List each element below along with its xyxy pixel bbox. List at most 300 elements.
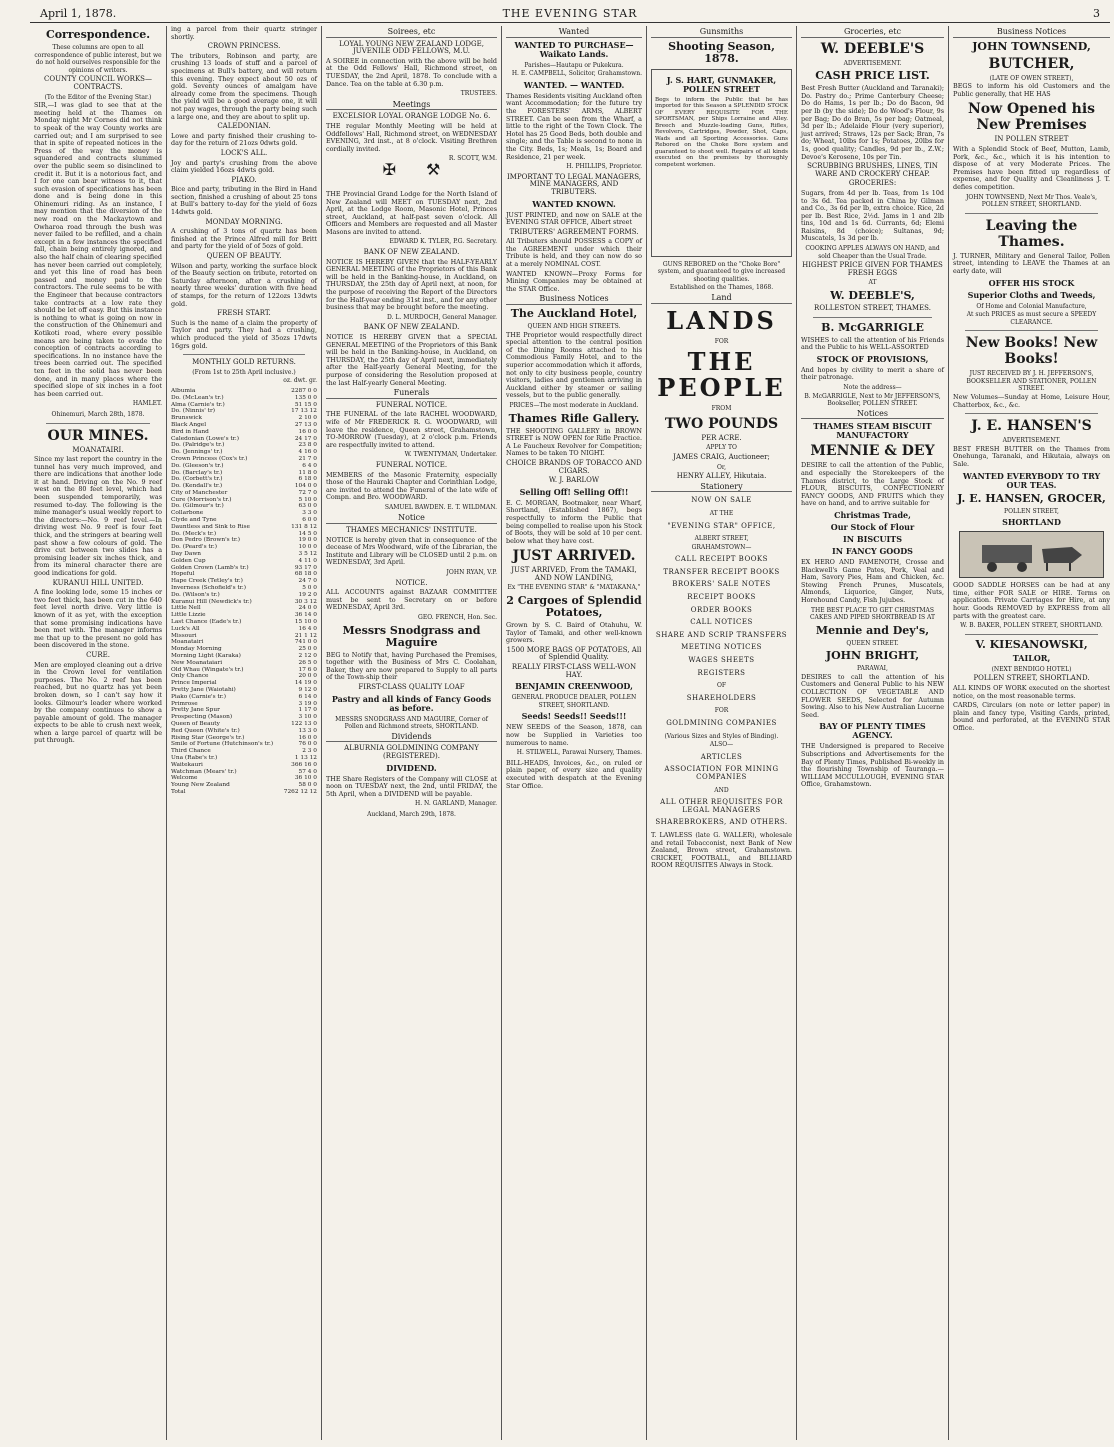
ad-tagline: WANTED EVERYBODY TO TRY OUR TEAS. [962,470,1101,490]
section-notices: Notices [801,410,944,420]
gold-yield: 72 7 0 [298,489,317,496]
gold-yield: 21 7 0 [298,455,317,462]
notice-signature: R. SCOTT, W.M. [448,155,497,163]
mine-report: A fine looking lode, some 15 inches or two feet thick, has been cut in the 640 feet level north drive. Very little is known of it as yet, with the exception that some promising indications have been met with. The manager informs me that up to the present no gold has been discovered in the stone. [34,588,162,650]
ad-signature: H. STILWELL, Parawai Nursery, Thames. [516,749,642,757]
stationery-item: TRANSFER RECEIPT BOOKS [663,567,780,576]
ad-tagline: Now Opened his New Premises [967,101,1096,134]
ad-body: DESIRES to call the attention of his Customers and General Public to his NEW COLLECTION OF VEGETABLE AND FLOWER SEEDS, Selected for Autumn Sowing. Also to his New Australian Lucerne Seed. [801,672,944,719]
section-soirees: Soirees, etc [326,28,497,38]
notice-signature: TRUSTEES. [460,90,497,98]
mine-name: Clyde and Tyne [171,517,217,524]
ad-connective: AT [868,279,877,287]
ad-signature: JOHN TOWNSEND, Next Mr Thos. Veale's, POLLEN STREET, SHORTLAND. [965,193,1097,209]
returns-row [171,422,317,429]
ad-tagline: 2 Cargoes of Splendid Potatoes, [506,594,642,620]
ad-body: WISHES to call the attention of his Friends and the Public to his WELL-ASSORTED [801,335,944,352]
ad-address: GRAHAMSTOWN— [691,543,752,551]
mine-report: Joy and party's crushing from the above claim yielded 16ozs 4dwts gold. [171,158,317,175]
mine-name: Pretty Jane Spur [171,707,220,714]
ad-heading: J. E. HANSEN'S [971,418,1092,435]
returns-row [171,456,317,463]
column-gunsmiths-land [647,26,797,1440]
ad-item: SHAREHOLDERS [686,693,757,702]
compass-icon: ✠ [382,159,397,179]
divider [965,634,1098,635]
gold-yield: 2 12 0 [298,653,317,660]
gold-returns-heading: MONTHLY GOLD RETURNS. [192,358,296,367]
issue-date: April 1, 1878. [40,7,117,20]
section-wanted: Wanted [506,28,642,38]
ad-tagline: OFFER HIS STOCK [988,277,1075,288]
mine-name: Kuranui Hill (Newdick's tr.) [171,598,252,605]
ad-address: QUEEN STREET. [846,639,899,647]
returns-row [171,408,317,415]
gold-yield: 131 8 12 [291,523,317,530]
returns-row [171,741,317,748]
ad-note: At such PRICES as must secure a SPEEDY CLEARANCE. [966,311,1097,326]
ad-body: JUST PRINTED, and now on SALE at the EVENING STAR OFFICE, Albert street [506,210,642,227]
mine-name: Una (Rabe's tr.) [171,754,218,761]
ad-item: GOLDMINING COMPANIES [666,719,777,727]
returns-row [171,653,317,660]
gold-yield: 13 3 0 [298,727,317,734]
ad-body: THE Undersigned is prepared to Receive Subscriptions and Advertisements for the Bay of Plenty Times, Published Bi-weekly in the flourishing Township of Tauranga.— WILLIAM MCCULLOUGH, EVENING STAR Office, Grahamstown. [801,742,944,789]
mine-name: Bird in Hand [171,428,209,435]
gold-yield: 24 0 0 [298,605,317,612]
mine-report: Such is the name of a claim the property of Taylor and party. They had a crushing, which produced the yield of 35ozs 17dwts 16grs gold. [171,318,317,350]
returns-row [171,714,317,721]
notice-body: THE regular Monthly Meeting will be held at Oddfellows' Hall, Richmond street, on WEDNESDAY EVENING, 3rd inst., at 8 o'clock. Visiting Brethren cordially invited. [326,121,497,153]
gold-yield: 135 0 0 [294,394,317,401]
ad-tagline: STOCK OF PROVISIONS, [816,353,929,364]
ad-signature: J. E. HANSEN, GROCER, [957,491,1106,505]
ad-connective: APPLY TO [706,444,737,452]
ad-item: SHAREBROKERS, AND OTHERS. [655,818,788,827]
notice-body: A SOIREE in connection with the above will be held at the Odd Fellows' Hall, Richmond street, on TUESDAY, the 2nd April, 1878. To conclude with a Dance. Tea on the table at 6.30 p.m. [326,56,497,88]
stationery-item: CALL NOTICES [690,618,753,627]
mine-heading: PIAKO. [231,175,257,184]
mine-name: Collarbone [171,510,204,517]
ad-heading: Seeds! Seeds!! Seeds!!! [521,711,627,722]
ad-body: BEG to Notify that, having Purchased the Premises, together with the Business of Mrs C. Coolahan, Baker, they are now prepared to Supply to all parts of the Town-ship their [326,650,497,682]
ad-tagline: Superior Cloths and Tweeds, [967,289,1096,300]
returns-row [171,612,317,619]
gold-yield: 1 13 12 [294,754,317,761]
gold-yield: 3 3 0 [302,510,317,517]
gold-yield: 6 4 0 [302,462,317,469]
mine-heading: KURANUI HILL UNITED. [52,578,144,587]
ad-body: Thames Residents visiting Auckland often want Accommodation; for the future try the FORESTERS' ARMS, ALBERT STREET. Can be seen from the Wharf, a little to the right of the Town Clock. The Hotel has 25 Good Beds, both double and single; and the Table is second to none in the City. Beds, 1s; Meals, 1s; Board and Residence, 21 per week. [506,91,642,161]
notice-heading: LOYAL YOUNG NEW ZEALAND LODGE, JUVENILE ODD FELLOWS, M.U. [339,39,484,56]
ad-subheading: ADVERTISEMENT. [843,59,902,67]
returns-row [171,585,317,592]
returns-row [171,660,317,667]
gold-yield: 7262 12 12 [283,788,317,795]
mine-name: Hape Creek (Tetley's tr.) [171,578,243,585]
mine-report: Lowe and party finished their crushing to-day for the return of 21ozs 0dwts gold. [171,131,317,148]
mine-name: Do. (Palridge's tr.) [171,442,225,449]
mine-name: Do. (Gilmour's tr.) [171,503,224,510]
ad-heading: JUST ARRIVED. [512,548,636,565]
ad-heading: V. KIESANOWSKI, [975,637,1088,651]
divider [183,354,305,355]
ad-heading: Messrs Snodgrass and Maguire [342,623,481,649]
mine-name: Do. (Corbett's tr.) [171,476,223,483]
ad-subheading: JUST ARRIVED, From the TAMAKI, AND NOW LANDING, [511,566,637,582]
returns-row [171,646,317,653]
ad-address: ROLLESTON STREET, THAMES. [814,304,931,313]
gold-yield: 19 2 0 [298,591,317,598]
section-correspondence: Correspondence. [45,28,151,41]
ad-body: THE SHOOTING GALLERY in BROWN STREET is NOW OPEN for Rifle Practice. A Le Faucheux Revolver for Competition; Names to be taken TO NIGHT. [506,426,642,458]
mine-heading: FRESH START. [217,309,271,318]
gold-yield: 2 3 0 [302,748,317,755]
paper-title: THE EVENING STAR [502,7,638,20]
ad-body: BEST FRESH BUTTER on the Thames from Onehunga, Taranaki, and Hikutaia, always on Sale. [953,444,1110,469]
stationery-list [651,556,792,664]
letter-body: SIR,—I was glad to see that at the meeting held at the Thames on Monday night Mr Cornes did not think to speak of the way County works are carried out; and I am surprised to see that in spite of repeated notices in the Press of the way the money is squandered and contracts slummed over the public seem so disinclined to credit it. But it is a notorious fact, and I for one can bear witness to it, that such evasion of specifications has been done and is being done in this Ohinemuri riding. As an instance, I may mention that the diversion of the new road on the Mackaytown and Owharoa road through the bush was never failed to be refilled, and a chain except in a few instances the specified fall, chain being entirely ignored, and also the half chain of clearing specified has never been carried out completely, and yet this line of road has been passed and money paid to the contractors. The rule seems to be with the Engineer that because contractors take contracts at a low rate they should be let off easy. But this instance is nothing to what is going on now in the construction of the Ohinemuri and Kotikoti road, where every possible means are being taken to evade the conception of contracts according to specifications. In no instance have the trees been carried out. The specified ten feet in the solid has never been done, and in many places where the specified slope of six inches in a foot has been carried out. [34,101,162,398]
ad-subheading: (NEXT BENDIGO HOTEL) [991,665,1072,673]
ad-connective: Or, [716,463,727,471]
ad-heading: WANTED. — WANTED. [523,79,625,90]
notice-signature: JOHN RYAN, V.P. [446,569,497,577]
ad-tagline: Christmas Trade, [834,509,911,520]
notice-heading: FUNERAL NOTICE. [375,400,448,409]
notice-heading: THAMES MECHANICS' INSTITUTE. [346,526,477,535]
ad-subheading: TAILOR, [1012,652,1051,663]
mine-heading: CROWN PRINCESS. [207,42,281,51]
returns-row [171,619,317,626]
ad-connective: AT THE [709,509,734,517]
notice-heading: ALBURNIA GOLDMINING COMPANY (REGISTERED). [344,744,479,760]
mine-name: Rising Star (George's tr.) [171,734,245,741]
mine-name: Don Pedro (Brown's tr.) [171,537,241,544]
ad-body: J. TURNER, Military and General Tailor, Pollen street, intending to LEAVE the Thames at an early date, will [953,251,1110,275]
ad-signature: W. B. BAKER, POLLEN STREET, SHORTLAND. [960,622,1103,630]
mine-name: Black Angel [171,421,207,428]
section-our-mines: OUR MINES. [47,427,149,444]
price-list-heading: GROCERIES: [848,179,897,188]
gold-yield: 5 10 0 [298,496,317,503]
ad-address: POLLEN STREET, [1004,507,1059,515]
gold-yield: 26 5 0 [298,659,317,666]
section-gunsmiths: Gunsmiths [651,28,792,38]
ad-connective: OF [716,682,727,690]
gold-returns-table [171,388,317,796]
ad-signature: JAMES CRAIG, Auctioneer; [673,452,770,461]
mine-heading: LOCK'S ALL. [220,148,268,157]
mine-name: Piako (Carnie's tr.) [171,693,226,700]
mine-name: Little Nell [171,605,201,612]
mine-name: Missouri [171,632,197,639]
ad-heading: W. DEEBLE'S [820,40,925,57]
gold-yield: 76 0 0 [298,741,317,748]
mine-report: Since my last report the country in the tunnel has very much improved, and there are indications that another lode it at hand. Driving on the No. 9 reef west on the 80 feet level, which had been suspended temporarily, was resumed to-day. The following is the mine manager's usual weekly report to the directors:—No. 9 reef level.—In driving west No. 9 reef is four feet thick, and the stringers at bearing well past show a few colours of gold. The drive cut between two slides has a promising leader six inches thick, and from its mineral character there are good indications for gold. [34,455,162,577]
gold-yield: 16 4 0 [298,625,317,632]
ad-tagline: IN FANCY GOODS [832,545,913,556]
ad-heading: New Books! New Books! [965,335,1098,368]
gold-yield: 10 0 0 [298,544,317,551]
gold-yield: 1 17 0 [298,707,317,714]
gold-yield: 21 1 12 [294,632,317,639]
gold-yield: 104 0 0 [294,483,317,490]
ad-body: THE Proprietor would respectfully direct special attention to the central position of the Dining Rooms attached to his Commodious Family Hotel, and to the superior accommodation which it affords, not only to city business people, country visitors, ladies and gentlemen arriving in Auckland either by steamer or sailing vessels, but to the public generally. [506,330,642,400]
returns-row [171,388,317,395]
returns-row [171,463,317,470]
mine-name: Do. (Ninnis' tr) [171,408,216,415]
gold-yield: 25 0 0 [298,646,317,653]
mine-name: Do. (Gleeson's tr.) [171,462,224,469]
gold-yield: 17 13 12 [291,408,317,415]
ad-signature: W. J. BARLOW [548,476,600,485]
correspondence-intro: These columns are open to all correspondence of public interest, but we do not hold ourselves responsible for the opinions of writers. [34,44,162,74]
ad-heading: Selling Off! Selling Off!! [519,486,629,497]
ad-signature: H. E. CAMPBELL, Solicitor, Grahamstown. [511,70,642,78]
ad-body: Begs to inform the Public that he has imported for this Season a SPLENDID STOCK OF EVERY REQUISITE FOR THE SPORTSMAN, per Ships Lorraine and Alley. Breech and Muzzle-loading Guns, Rifles, Revolvers, Cartridges, Powder, Shot, Caps, Wads and all Sporting Accessories. Guns Rebored on the Choke Bore system and guaranteed to shoot well. Repairs of all kinds executed on the premises by thoroughly competent workmen. [655,96,788,168]
ad-item: REGISTERS [697,668,746,677]
mine-name: Caledonian (Lowe's tr.) [171,435,239,442]
gold-yield: 58 0 0 [298,782,317,789]
gold-yield: 30 3 12 [294,598,317,605]
returns-row [171,721,317,728]
gold-yield: 68 18 0 [294,571,317,578]
ad-tagline: 1500 MORE BAGS OF POTATOES, All of Splendid Quality. [506,645,642,662]
gold-yield: 16 0 0 [298,734,317,741]
ad-signature: HENRY ALLEY, Hikutaia. [676,472,767,481]
mine-name: Total [171,788,186,795]
notice-heading: BANK OF NEW ZEALAND. [363,248,460,257]
mine-heading: CALEDONIAN. [217,122,271,131]
letter-signature: HAMLET. [132,400,162,408]
mine-report: Bice and party, tributing in the Bird in Hand section, finished a crushing of about 25 tons at Bull's battery to-day for the yield of 6ozs 14dwts gold. [171,185,317,217]
section-notice: Notice [326,514,497,524]
price-list: Sugars, from 4d per lb. Teas, from 1s 10d to 3s 6d. Tea packed in China by Gilman and Co., 3s 6d per lb, extra choice. Rice, 2d per lb. Best Rice, 2½d. Jams in 1 and 2lb tins, 10d and 1s 6d. Currants, 6d; Elemi Raisins, 8d (choice); Sultanas, 9d; Muscatels, 1s 3d per lb. [801,188,944,243]
ad-body: E. C. MORGAN, Bootmaker, near Wharf, Shortland, (Established 1867), begs respectfully to inform the Public that being compelled to realise upon his Stock of Boots, they will be sold at 10 per cent. below what they have cost. [506,498,642,545]
notice-date: Auckland, March 29th, 1878. [367,810,456,818]
page-number: 3 [1093,7,1100,20]
gold-yield: 6 14 0 [298,693,317,700]
ad-note: (Various Sizes and Styles of Binding). [664,732,779,740]
notice-signature: GEO. FRENCH, Hon. Sec. [418,614,497,621]
masthead [30,6,1110,23]
gold-yield: 4 16 0 [298,449,317,456]
gold-yield: 51 15 0 [294,401,317,408]
divider [965,213,1098,214]
gold-yield: 3 19 0 [298,700,317,707]
gold-yield: 63 0 0 [298,503,317,510]
column-correspondence [30,26,167,1440]
ad-heading: MENNIE & DEY [810,443,935,460]
ad-body: With a Splendid Stock of Beef, Mutton, Lamb, Pork, &c., &c., which it is his intention to dispose of at very Moderate Prices. The Premises have been fitted up regardless of expense, and for Quality and Cleanliness J. T. defies competition. [953,144,1110,191]
ad-connective: AND [714,786,729,794]
ad-tagline: IN BISCUITS [843,533,902,544]
ad-note: Note the address— [843,384,902,391]
column-groceries [797,26,949,1440]
ad-address: ALBERT STREET, [694,535,749,543]
ad-connective: ALSO— [709,741,734,749]
gunmaker-ad [651,69,792,257]
mine-heading: MOANATAIRI. [72,445,124,454]
mine-name: Pretty Jane (Waiotahi) [171,687,236,693]
divider [46,423,150,424]
ad-tagline: TRIBUTERS' AGREEMENT FORMS. [509,227,639,236]
stationery-item: MEETING NOTICES [681,643,762,652]
returns-row [171,592,317,599]
notice-signature: D. L. MURDOCH, General Manager. [387,313,497,321]
mine-name: Third Chance [171,748,211,755]
section-meetings: Meetings [326,101,497,111]
returns-row [171,762,317,769]
returns-row [171,667,317,674]
notice-body: NOTICE is hereby given that in consequence of the decease of Mrs Woodward, wife of the Librarian, the Institute and Library will be CLOSED until 2 p.m. on WEDNESDAY, 3rd April. [326,535,497,567]
column-mining-reports [167,26,322,1440]
stationery-item: RECEIPT BOOKS [687,593,756,602]
gold-yield: 3 10 0 [298,714,317,721]
gold-yield: 23 8 0 [298,442,317,449]
returns-row [171,680,317,687]
letter-date: Ohinemuri, March 28th, 1878. [51,410,145,418]
mine-name: Do. (Wilson's tr.) [171,591,220,598]
notice-body: THE FUNERAL of the late RACHEL WOODWARD, wife of Mr FREDERICK R. G. WOODWARD, will leave the residence, Queen street, Grahamstown, TO-MORROW (Tuesday), at 2 o'clock p.m. Friends are respectfully invited to attend. [326,410,497,449]
mine-name: Albumia [171,387,196,394]
mine-report: Wilson and party, working the surface block of the Beauty section on tribute, retorted on Saturday afternoon, after a crushing of nearly three weeks' duration with five head of stamps, for the return of 122ozs 13dwts gold. [171,261,317,308]
ad-signature: BENJAMIN CREENWOOD, [515,681,633,692]
gold-yield: 9 12 0 [298,687,317,693]
mine-name: Morning Light (Karaka) [171,653,241,660]
square-icon: ⚒ [426,159,441,179]
ad-body: DESIRE to call the attention of the Public, and especially the Storekeepers of the Thames district, to the Large Stock of FLOUR, BISCUITS, CONFECTIONERY FANCY GOODS, AND FRUITS which they have on hand, and to arrive suitable for [801,461,944,508]
mine-name: Queen of Beauty [171,720,220,727]
notice-heading: EXCELSIOR LOYAL ORANGE LODGE No. 6. [332,112,491,121]
ad-prices: PRICES—The most moderate in Auckland. [509,401,639,409]
returns-row [171,551,317,558]
returns-row [171,483,317,490]
ad-heading: JOHN TOWNSEND, [972,39,1091,53]
gold-yield: 3 5 12 [298,551,317,558]
returns-row [171,395,317,402]
gold-yield: 19 0 0 [298,537,317,544]
mine-name: Prospecting (Mason) [171,714,233,721]
ad-item: ASSOCIATION FOR MINING COMPANIES [664,765,779,781]
returns-row [171,673,317,680]
ad-established: Established on the Thames, 1868. [669,284,774,292]
ad-heading: Leaving the Thames. [985,217,1078,250]
ad-subheading: "EVENING STAR" OFFICE, [667,521,776,530]
ad-address: POLLEN STREET, SHORTLAND. [973,674,1090,683]
ad-address: IN POLLEN STREET [994,135,1069,144]
notice-body: NOTICE IS HEREBY GIVEN that the HALF-YEARLY GENERAL MEETING of the Proprietors of this Bank will be held in the Banking-house, in Auckland, on THURSDAY, the 25th day of April next, at noon, for the purpose of receiving the Report of the Directors for the Half-year ending 31st inst., and for any other business that may be brought before the meeting. [326,257,497,312]
column-notices [322,26,502,1440]
returns-row [171,701,317,708]
returns-row [171,503,317,510]
returns-row [171,544,317,551]
returns-row [171,769,317,776]
mine-name: Do. (Meck's tr.) [171,530,217,537]
returns-row [171,558,317,565]
notice-subheading: DIVIDEND. [386,762,437,773]
notice-heading: NOTICE. [395,578,428,587]
mine-name: Alma (Carnie's tr.) [171,401,225,408]
ad-item: ARTICLES [700,752,743,761]
mine-name: Only Chance [171,673,209,680]
letter-title: COUNTY COUNCIL WORKS—CONTRACTS. [44,75,152,91]
gold-yield: 366 16 0 [291,761,317,768]
ad-address: SHORTLAND [1002,517,1061,528]
mine-report: The tributers, Robinson and party, are crushing 13 loads of stuff and a parcel of specimens at Bull's battery, and will return this evening. They expect about 50 ozs of gold. Seventy ounces of amalgam have already come from the specimens. Though the yield will be a good average one, it will not pay wages, through the party being such a large one, and they are about to split up. [171,51,317,121]
ad-heading: BUTCHER, [988,55,1075,72]
mine-name: Primrose [171,700,198,707]
returns-row [171,626,317,633]
stationery-item: SHARE AND SCRIP TRANSFERS [655,630,788,639]
section-dividends: Dividends [326,733,497,743]
ad-subheading: PARAWAI, [857,665,888,673]
gold-yield: 24 17 0 [294,435,317,442]
ad-heading: JOHN BRIGHT, [825,649,920,663]
ad-body: NEW SEEDS of the Season, 1878, can now be Supplied in Varieties too numerous to name. [506,723,642,747]
returns-row [171,490,317,497]
gold-yield: 741 0 0 [294,639,317,646]
mine-name: Smile of Fortune (Hutchinson's tr.) [171,741,274,748]
mine-name: Day Dawn [171,551,202,558]
horse-carriage-icon [972,537,1092,573]
gold-returns-period: (From 1st to 25th April inclusive.) [192,368,296,376]
report-continuation: ing a parcel from their quartz stringer shortly. [171,26,317,41]
mine-heading: QUEEN OF BEAUTY. [206,252,282,261]
stationery-item: ORDER BOOKS [690,605,753,614]
mine-heading: MONDAY MORNING. [205,217,283,226]
mine-name: Crown Princess (Cox's tr.) [171,455,248,462]
mine-name: Do. (McLean's tr.) [171,394,224,401]
ad-body: CARDS, Circulars (on note or letter paper) in plain and fancy type, Visiting Cards, printed, bound and perforated, at the EVENING STAR Office. [953,701,1110,732]
ad-address: B. McGARRIGLE, Next to Mr JEFFERSON'S, Bookseller, POLLEN STREET. [804,392,941,408]
ad-heading: Shooting Season, 1878. [668,39,775,65]
returns-row [171,517,317,524]
ad-heading: BAY OF PLENTY TIMES AGENCY. [819,721,926,741]
ad-body: BILL-HEADS, Invoices, &c., on ruled or plain paper, of every size and quality executed with despatch at the Evening Star Office. [506,758,642,790]
ad-body: BEGS to inform his old Customers and the Public generally, that HE HAS [953,82,1110,98]
ad-address: GENERAL PRODUCE DEALER, POLLEN STREET, SHORTLAND. [511,694,637,709]
returns-row [171,605,317,612]
notice-body: ALL ACCOUNTS against BAZAAR COMMITTEE must be sent to Secretary on or before WEDNESDAY, April 3rd. [326,588,497,612]
returns-row [171,775,317,782]
mine-name: Hopeful [171,571,195,578]
returns-row [171,755,317,762]
returns-row [171,748,317,755]
section-groceries: Groceries, etc [801,28,944,38]
gold-yield: 36 14 0 [294,612,317,619]
ad-subheading: (LATE OF OWEN STREET), [989,74,1074,82]
ad-subheading: Ex "THE EVENING STAR" & "MATAKANA," [507,584,641,592]
mine-name: Moanatairi [171,639,204,646]
mine-name: Red Queen (White's tr.) [171,727,240,734]
gold-yield: 16 0 0 [298,428,317,435]
mine-name: Brunswick [171,415,203,422]
returns-row [171,599,317,606]
ad-tagline: CHOICE BRANDS OF TOBACCO AND CIGARS. [506,458,642,475]
ad-signature: W. DEEBLE'S, [830,289,915,303]
ad-signature: H. PHILLIPS, Proprietor. [566,163,642,171]
ad-address: MESSRS SNODGRASS AND MAGUIRE, Corner of Pollen and Richmond streets, SHORTLAND. [335,715,488,731]
gold-yield: 27 13 0 [294,421,317,428]
notice-heading: BANK OF NEW ZEALAND. [363,323,460,332]
notice-signature: SAMUEL BAWDEN. E. T. WILDMAN. [384,503,497,511]
gold-yield: 57 4 0 [298,768,317,775]
ad-body: And hopes by civility to merit a share of their patronage. [801,365,944,382]
gold-yield: 15 10 0 [294,619,317,626]
gold-yield: 122 13 0 [291,720,317,727]
mine-name: Dauntless and Sink to Rise [171,523,250,530]
